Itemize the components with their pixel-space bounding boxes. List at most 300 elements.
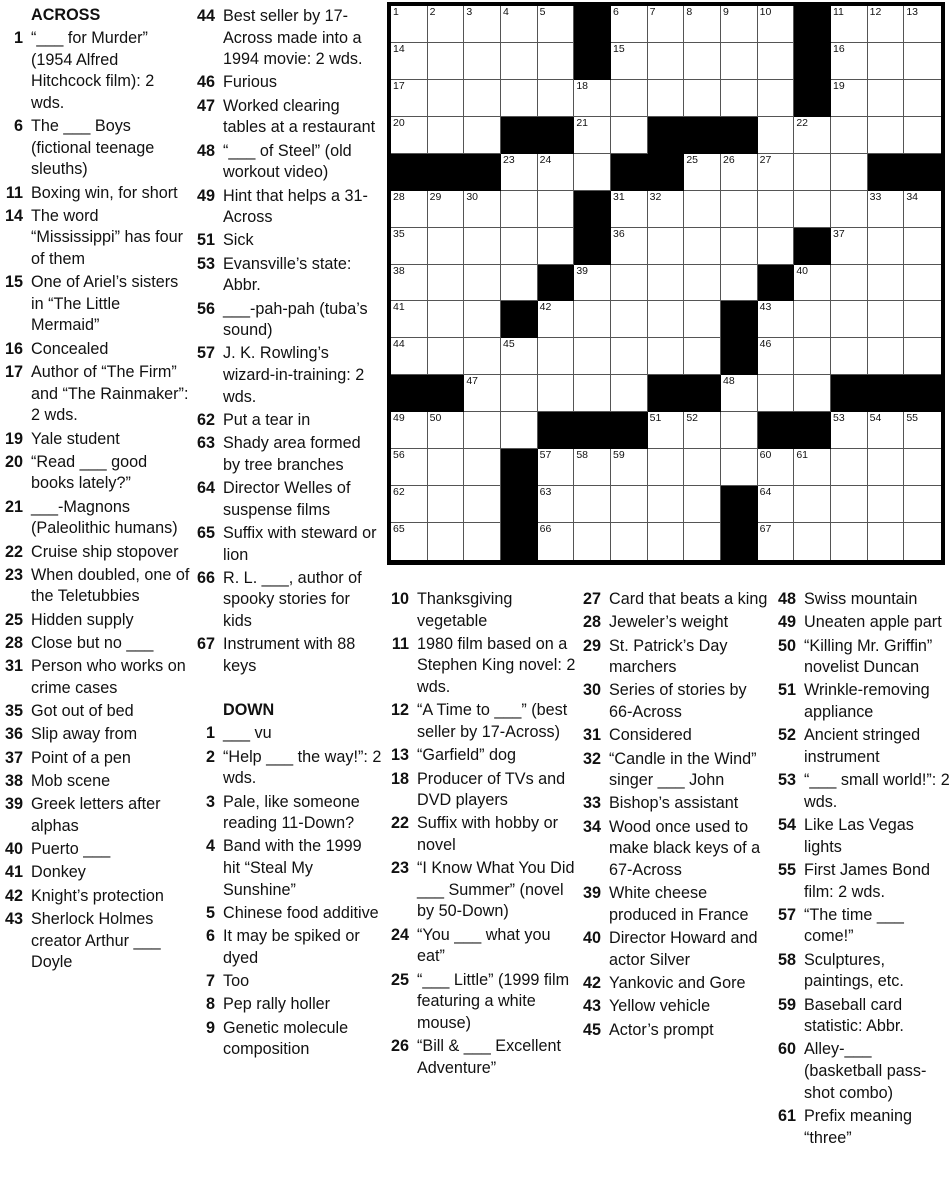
- grid-cell[interactable]: [721, 43, 758, 80]
- across-clue-25[interactable]: [0, 610, 190, 632]
- grid-cell[interactable]: [831, 486, 868, 523]
- grid-cell[interactable]: [428, 301, 465, 338]
- grid-cell[interactable]: [684, 523, 721, 560]
- grid-cell[interactable]: [391, 191, 428, 228]
- across-clue-49[interactable]: [192, 186, 382, 229]
- grid-cell[interactable]: [428, 191, 465, 228]
- down-clue-30[interactable]: [578, 680, 772, 723]
- across-clue-list-part-2: [192, 6, 382, 677]
- grid-cell[interactable]: [684, 80, 721, 117]
- grid-cell[interactable]: [648, 43, 685, 80]
- cell-number: 31: [613, 190, 625, 203]
- across-clue-47[interactable]: [192, 96, 382, 139]
- across-clue-17[interactable]: [0, 362, 190, 427]
- grid-cell[interactable]: [428, 6, 465, 43]
- cell-number: 59: [613, 449, 625, 462]
- clue-number: 42: [582, 973, 601, 992]
- cell-number: 6: [613, 6, 619, 18]
- grid-cell[interactable]: [904, 80, 941, 117]
- down-clue-51[interactable]: [773, 680, 950, 723]
- grid-cell[interactable]: [501, 375, 538, 412]
- grid-cell[interactable]: [538, 80, 575, 117]
- grid-cell[interactable]: [794, 486, 831, 523]
- grid-cell[interactable]: [868, 412, 905, 449]
- grid-cell[interactable]: [758, 80, 795, 117]
- grid-cell[interactable]: [868, 80, 905, 117]
- across-clue-66[interactable]: [192, 568, 382, 633]
- grid-cell[interactable]: [758, 117, 795, 154]
- down-clue-6[interactable]: [192, 926, 382, 969]
- down-clue-9[interactable]: [192, 1018, 382, 1061]
- down-clue-13[interactable]: [386, 745, 578, 767]
- grid-cell[interactable]: [464, 43, 501, 80]
- grid-cell[interactable]: [831, 265, 868, 302]
- down-clue-60[interactable]: [773, 1039, 950, 1104]
- across-clue-19[interactable]: [0, 429, 190, 451]
- grid-cell[interactable]: [904, 228, 941, 265]
- cell-number: 45: [503, 338, 515, 351]
- down-clue-39[interactable]: [578, 883, 772, 926]
- grid-cell[interactable]: [391, 301, 428, 338]
- grid-cell[interactable]: [904, 412, 941, 449]
- grid-cell[interactable]: [464, 265, 501, 302]
- grid-cell[interactable]: [464, 412, 501, 449]
- grid-cell[interactable]: [758, 375, 795, 412]
- grid-cell[interactable]: [574, 154, 611, 191]
- down-clue-55[interactable]: [773, 860, 950, 903]
- clue-text: ___-Magnons (Paleolithic humans): [31, 497, 178, 538]
- cell-number: 18: [576, 79, 589, 92]
- grid-block: [574, 412, 611, 449]
- grid-cell[interactable]: [721, 80, 758, 117]
- grid-cell[interactable]: [464, 449, 501, 486]
- across-clue-14[interactable]: [0, 206, 190, 271]
- down-clue-61[interactable]: [773, 1106, 950, 1149]
- across-clue-41[interactable]: [0, 862, 190, 884]
- grid-cell[interactable]: [648, 301, 685, 338]
- grid-cell[interactable]: [611, 191, 648, 228]
- cell-number: 34: [906, 190, 919, 203]
- across-clue-67[interactable]: [192, 634, 382, 677]
- across-clue-15[interactable]: [0, 272, 190, 337]
- grid-cell[interactable]: [904, 523, 941, 560]
- grid-cell[interactable]: [831, 228, 868, 265]
- grid-cell[interactable]: [758, 228, 795, 265]
- across-clue-51[interactable]: [192, 230, 382, 252]
- down-clue-25[interactable]: [386, 970, 578, 1035]
- down-clue-48[interactable]: [773, 589, 950, 611]
- grid-cell[interactable]: [868, 301, 905, 338]
- grid-cell[interactable]: [391, 486, 428, 523]
- grid-cell[interactable]: [611, 301, 648, 338]
- grid-cell[interactable]: [868, 523, 905, 560]
- down-clue-18[interactable]: [386, 769, 578, 812]
- grid-cell[interactable]: [684, 301, 721, 338]
- grid-cell[interactable]: [794, 523, 831, 560]
- grid-cell[interactable]: [538, 6, 575, 43]
- grid-cell[interactable]: [428, 486, 465, 523]
- down-clue-23[interactable]: [386, 858, 578, 923]
- grid-cell[interactable]: [721, 412, 758, 449]
- cell-number: 1: [393, 6, 399, 18]
- grid-cell[interactable]: [501, 6, 538, 43]
- grid-cell[interactable]: [574, 486, 611, 523]
- across-clue-39[interactable]: [0, 794, 190, 837]
- down-clue-7[interactable]: [192, 971, 382, 993]
- across-clue-16[interactable]: [0, 339, 190, 361]
- grid-cell[interactable]: [758, 301, 795, 338]
- clue-number: 14: [4, 206, 23, 225]
- grid-cell[interactable]: [794, 191, 831, 228]
- grid-cell[interactable]: [831, 191, 868, 228]
- grid-cell[interactable]: [721, 191, 758, 228]
- down-clue-34[interactable]: [578, 817, 772, 882]
- across-clue-64[interactable]: [192, 478, 382, 521]
- grid-cell[interactable]: [391, 117, 428, 154]
- across-clue-23[interactable]: [0, 565, 190, 608]
- grid-cell[interactable]: [831, 6, 868, 43]
- down-clue-5[interactable]: [192, 903, 382, 925]
- grid-cell[interactable]: [501, 228, 538, 265]
- down-clue-52[interactable]: [773, 725, 950, 768]
- grid-cell[interactable]: [648, 228, 685, 265]
- down-clue-1[interactable]: [192, 723, 382, 745]
- down-clue-45[interactable]: [578, 1020, 772, 1042]
- grid-cell[interactable]: [464, 523, 501, 560]
- grid-block: [721, 117, 758, 154]
- grid-cell[interactable]: [794, 301, 831, 338]
- across-clue-57[interactable]: [192, 343, 382, 408]
- grid-cell[interactable]: [611, 338, 648, 375]
- grid-cell[interactable]: [648, 6, 685, 43]
- grid-cell[interactable]: [611, 375, 648, 412]
- grid-cell[interactable]: [794, 265, 831, 302]
- down-clue-27[interactable]: [578, 589, 772, 611]
- grid-cell[interactable]: [648, 80, 685, 117]
- clue-column-2: [192, 6, 382, 1063]
- grid-cell[interactable]: [464, 80, 501, 117]
- grid-cell[interactable]: [538, 523, 575, 560]
- grid-cell[interactable]: [904, 117, 941, 154]
- grid-cell[interactable]: [648, 486, 685, 523]
- grid-cell[interactable]: [574, 117, 611, 154]
- grid-cell[interactable]: [721, 449, 758, 486]
- grid-cell[interactable]: [904, 338, 941, 375]
- grid-cell[interactable]: [868, 486, 905, 523]
- grid-cell[interactable]: [904, 191, 941, 228]
- grid-cell[interactable]: [794, 375, 831, 412]
- down-clue-4[interactable]: [192, 836, 382, 901]
- across-clue-1[interactable]: [0, 28, 190, 114]
- grid-cell[interactable]: [538, 43, 575, 80]
- grid-cell[interactable]: [574, 265, 611, 302]
- grid-cell[interactable]: [831, 412, 868, 449]
- grid-cell[interactable]: [464, 117, 501, 154]
- grid-cell[interactable]: [538, 486, 575, 523]
- grid-block: [868, 154, 905, 191]
- grid-cell[interactable]: [721, 375, 758, 412]
- grid-cell[interactable]: [391, 80, 428, 117]
- across-clue-40[interactable]: [0, 839, 190, 861]
- down-clue-59[interactable]: [773, 995, 950, 1038]
- clue-text: Sculptures, paintings, etc.: [804, 950, 904, 991]
- grid-cell[interactable]: [611, 43, 648, 80]
- grid-cell[interactable]: [868, 228, 905, 265]
- grid-cell[interactable]: [831, 301, 868, 338]
- grid-cell[interactable]: [868, 191, 905, 228]
- grid-cell[interactable]: [464, 338, 501, 375]
- down-clue-57[interactable]: [773, 905, 950, 948]
- clue-number: 49: [777, 613, 796, 632]
- down-clue-43[interactable]: [578, 996, 772, 1018]
- across-clue-42[interactable]: [0, 886, 190, 908]
- down-clue-26[interactable]: [386, 1036, 578, 1079]
- down-clue-49[interactable]: [773, 612, 950, 634]
- grid-cell[interactable]: [538, 228, 575, 265]
- clue-text: Prefix meaning “three”: [804, 1106, 912, 1147]
- grid-cell[interactable]: [648, 265, 685, 302]
- across-clue-11[interactable]: [0, 183, 190, 205]
- grid-cell[interactable]: [758, 523, 795, 560]
- grid-cell[interactable]: [428, 449, 465, 486]
- down-clue-33[interactable]: [578, 793, 772, 815]
- across-clue-48[interactable]: [192, 141, 382, 184]
- grid-cell[interactable]: [648, 412, 685, 449]
- grid-block: [574, 191, 611, 228]
- grid-cell[interactable]: [428, 338, 465, 375]
- clue-number: 61: [777, 1106, 796, 1125]
- down-clue-22[interactable]: [386, 813, 578, 856]
- grid-cell[interactable]: [611, 6, 648, 43]
- clue-text: The ___ Boys (fictional teenage sleuths): [31, 117, 155, 179]
- grid-cell[interactable]: [684, 228, 721, 265]
- grid-cell[interactable]: [501, 80, 538, 117]
- grid-cell[interactable]: [501, 154, 538, 191]
- grid-cell[interactable]: [611, 486, 648, 523]
- cell-number: 67: [759, 523, 772, 536]
- grid-cell[interactable]: [574, 449, 611, 486]
- grid-cell[interactable]: [684, 191, 721, 228]
- grid-cell[interactable]: [721, 154, 758, 191]
- clue-text: “___ Little” (1999 film featuring a white mouse): [417, 970, 570, 1032]
- grid-cell[interactable]: [684, 412, 721, 449]
- across-clue-65[interactable]: [192, 523, 382, 566]
- grid-cell[interactable]: [758, 191, 795, 228]
- grid-cell[interactable]: [904, 43, 941, 80]
- grid-cell[interactable]: [904, 449, 941, 486]
- down-clue-8[interactable]: [192, 994, 382, 1016]
- grid-cell[interactable]: [904, 6, 941, 43]
- grid-cell[interactable]: [684, 154, 721, 191]
- grid-cell[interactable]: [611, 80, 648, 117]
- grid-cell[interactable]: [758, 6, 795, 43]
- grid-cell[interactable]: [391, 338, 428, 375]
- across-clue-35[interactable]: [0, 701, 190, 723]
- grid-cell[interactable]: [648, 338, 685, 375]
- down-clue-28[interactable]: [578, 612, 772, 634]
- across-clue-43[interactable]: [0, 909, 190, 974]
- across-clue-38[interactable]: [0, 771, 190, 793]
- grid-cell[interactable]: [538, 154, 575, 191]
- across-clue-53[interactable]: [192, 254, 382, 297]
- grid-cell[interactable]: [501, 191, 538, 228]
- grid-cell[interactable]: [574, 80, 611, 117]
- grid-cell[interactable]: [428, 80, 465, 117]
- grid-cell[interactable]: [794, 449, 831, 486]
- grid-cell[interactable]: [538, 375, 575, 412]
- grid-cell[interactable]: [794, 117, 831, 154]
- grid-block: [648, 375, 685, 412]
- grid-cell[interactable]: [904, 486, 941, 523]
- cell-number: 25: [686, 153, 699, 166]
- grid-cell[interactable]: [794, 338, 831, 375]
- grid-cell[interactable]: [684, 265, 721, 302]
- grid-cell[interactable]: [428, 117, 465, 154]
- grid-cell[interactable]: [391, 523, 428, 560]
- grid-cell[interactable]: [721, 228, 758, 265]
- clue-text: Yellow vehicle: [609, 997, 711, 1016]
- grid-cell[interactable]: [648, 523, 685, 560]
- grid-cell[interactable]: [758, 154, 795, 191]
- grid-cell[interactable]: [464, 486, 501, 523]
- grid-cell[interactable]: [428, 523, 465, 560]
- grid-cell[interactable]: [868, 6, 905, 43]
- down-clue-31[interactable]: [578, 725, 772, 747]
- clue-text: “Garfield” dog: [417, 746, 516, 765]
- grid-cell[interactable]: [538, 449, 575, 486]
- grid-cell[interactable]: [391, 43, 428, 80]
- down-clue-50[interactable]: [773, 636, 950, 679]
- grid-cell[interactable]: [501, 338, 538, 375]
- across-clue-46[interactable]: [192, 72, 382, 94]
- down-clue-11[interactable]: [386, 634, 578, 699]
- grid-cell[interactable]: [831, 449, 868, 486]
- grid-block: [794, 412, 831, 449]
- across-clue-6[interactable]: [0, 116, 190, 181]
- clue-number: 43: [582, 997, 601, 1016]
- clue-text: Bishop’s assistant: [609, 794, 739, 813]
- down-clue-29[interactable]: [578, 636, 772, 679]
- grid-cell[interactable]: [831, 43, 868, 80]
- down-clue-3[interactable]: [192, 792, 382, 835]
- grid-cell[interactable]: [868, 338, 905, 375]
- across-clue-20[interactable]: [0, 452, 190, 495]
- across-clue-62[interactable]: [192, 410, 382, 432]
- grid-cell[interactable]: [538, 191, 575, 228]
- down-clue-24[interactable]: [386, 925, 578, 968]
- grid-cell[interactable]: [464, 375, 501, 412]
- grid-cell[interactable]: [648, 191, 685, 228]
- grid-cell[interactable]: [904, 301, 941, 338]
- across-clue-44[interactable]: [192, 6, 382, 71]
- grid-cell[interactable]: [868, 449, 905, 486]
- grid-cell[interactable]: [684, 486, 721, 523]
- grid-cell[interactable]: [574, 375, 611, 412]
- grid-cell[interactable]: [611, 449, 648, 486]
- grid-cell[interactable]: [464, 228, 501, 265]
- grid-cell[interactable]: [758, 43, 795, 80]
- grid-cell[interactable]: [391, 449, 428, 486]
- across-clue-63[interactable]: [192, 433, 382, 476]
- grid-cell[interactable]: [501, 265, 538, 302]
- grid-cell[interactable]: [391, 412, 428, 449]
- grid-cell[interactable]: [574, 301, 611, 338]
- down-clue-32[interactable]: [578, 749, 772, 792]
- down-clue-10[interactable]: [386, 589, 578, 632]
- down-clue-42[interactable]: [578, 973, 772, 995]
- grid-cell[interactable]: [684, 449, 721, 486]
- grid-cell[interactable]: [868, 43, 905, 80]
- grid-cell[interactable]: [831, 117, 868, 154]
- grid-cell[interactable]: [611, 523, 648, 560]
- across-clue-56[interactable]: [192, 299, 382, 342]
- grid-cell[interactable]: [831, 338, 868, 375]
- grid-cell[interactable]: [574, 523, 611, 560]
- grid-cell[interactable]: [904, 265, 941, 302]
- grid-cell[interactable]: [538, 338, 575, 375]
- across-clue-21[interactable]: [0, 497, 190, 540]
- grid-cell[interactable]: [868, 265, 905, 302]
- across-clue-31[interactable]: [0, 656, 190, 699]
- across-clue-28[interactable]: [0, 633, 190, 655]
- grid-cell[interactable]: [721, 6, 758, 43]
- grid-cell[interactable]: [391, 228, 428, 265]
- across-clue-37[interactable]: [0, 748, 190, 770]
- grid-cell[interactable]: [538, 301, 575, 338]
- grid-cell[interactable]: [611, 228, 648, 265]
- grid-cell[interactable]: [428, 43, 465, 80]
- grid-cell[interactable]: [648, 449, 685, 486]
- grid-cell[interactable]: [428, 265, 465, 302]
- cell-number: 23: [503, 153, 515, 166]
- grid-cell[interactable]: [831, 80, 868, 117]
- grid-cell[interactable]: [611, 117, 648, 154]
- grid-cell[interactable]: [794, 154, 831, 191]
- grid-cell[interactable]: [758, 449, 795, 486]
- clue-number: 16: [4, 339, 23, 358]
- across-clue-36[interactable]: [0, 724, 190, 746]
- grid-cell[interactable]: [868, 117, 905, 154]
- grid-cell[interactable]: [611, 265, 648, 302]
- clue-number: 41: [4, 863, 23, 882]
- across-clue-22[interactable]: [0, 542, 190, 564]
- grid-cell[interactable]: [464, 191, 501, 228]
- grid-cell[interactable]: [391, 6, 428, 43]
- grid-cell[interactable]: [391, 265, 428, 302]
- grid-cell[interactable]: [501, 43, 538, 80]
- down-clue-53[interactable]: [773, 770, 950, 813]
- grid-cell[interactable]: [684, 43, 721, 80]
- grid-cell[interactable]: [831, 154, 868, 191]
- grid-cell[interactable]: [721, 265, 758, 302]
- down-clue-54[interactable]: [773, 815, 950, 858]
- down-clue-40[interactable]: [578, 928, 772, 971]
- grid-cell[interactable]: [684, 338, 721, 375]
- grid-cell[interactable]: [464, 6, 501, 43]
- down-clue-58[interactable]: [773, 950, 950, 993]
- grid-cell[interactable]: [831, 523, 868, 560]
- grid-cell[interactable]: [758, 486, 795, 523]
- down-clue-2[interactable]: [192, 747, 382, 790]
- grid-cell[interactable]: [428, 412, 465, 449]
- grid-cell[interactable]: [501, 412, 538, 449]
- down-clue-12[interactable]: [386, 700, 578, 743]
- grid-cell[interactable]: [464, 301, 501, 338]
- grid-cell[interactable]: [428, 228, 465, 265]
- grid-cell[interactable]: [574, 338, 611, 375]
- grid-cell[interactable]: [684, 6, 721, 43]
- grid-cell[interactable]: [758, 338, 795, 375]
